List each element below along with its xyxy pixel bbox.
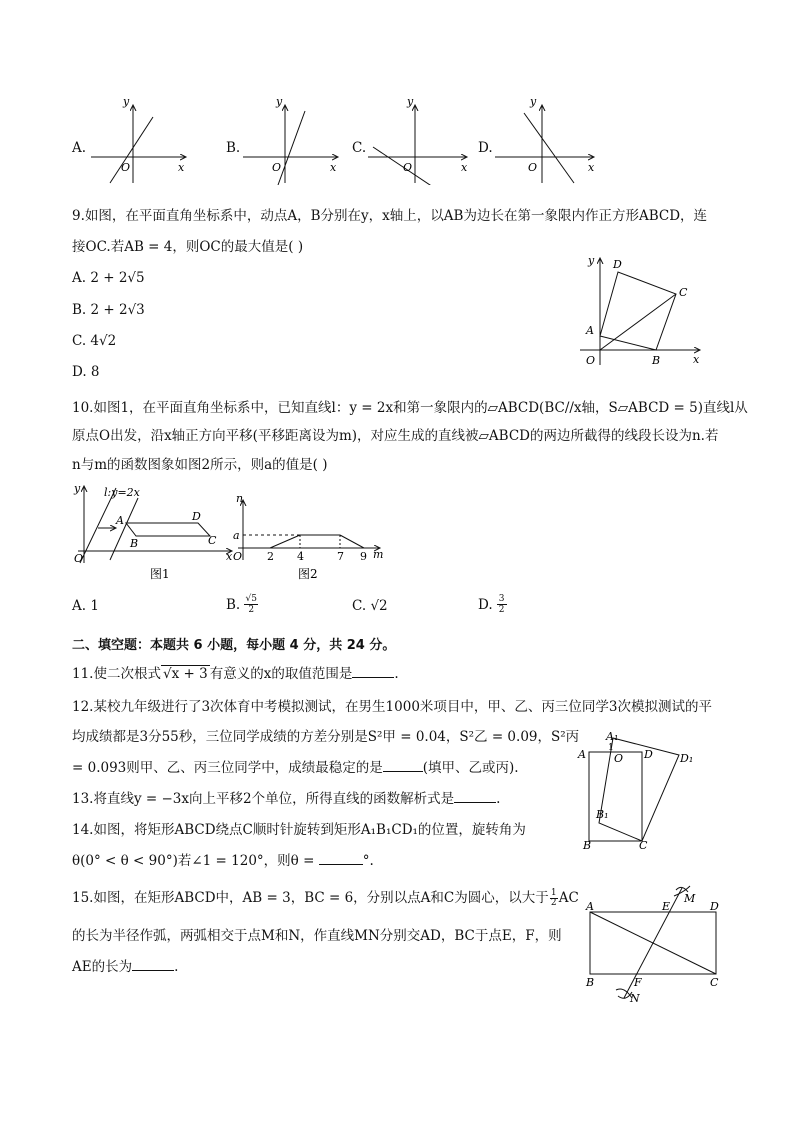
q10-option-b: B. √5 2 — [226, 594, 257, 615]
q10-line3: n与m的函数图象如图2所示，则a的值是( ) — [72, 457, 328, 473]
svg-text:7: 7 — [337, 550, 344, 563]
q9-figure — [568, 250, 708, 370]
svg-text:M: M — [684, 892, 696, 905]
q10-fig1-caption: 图1 — [150, 567, 170, 581]
q9-option-a: A. 2 + 2√5 — [72, 270, 145, 286]
q15-figure — [582, 880, 727, 1005]
svg-text:x: x — [330, 161, 337, 174]
q10-option-d: D. 3 2 — [478, 594, 507, 615]
svg-text:A: A — [578, 748, 586, 761]
q15-line3: AE的长为 . — [72, 959, 179, 975]
q12-q14-figure — [576, 730, 726, 850]
svg-text:x: x — [588, 161, 595, 174]
svg-text:D: D — [192, 510, 201, 523]
q9-line2: 接OC.若AB = 4，则OC的最大值是( ) — [72, 239, 304, 255]
q10-line2: 原点O出发，沿x轴正方向平移(平移距离设为m)，对应生成的直线被▱ABCD的两边所截得的线段长设为n.若 — [72, 428, 719, 444]
q14-line1: 14.如图，将矩形ABCD绕点C顺时针旋转到矩形A₁B₁CD₁的位置，旋转角为 — [72, 822, 526, 838]
svg-text:x: x — [693, 353, 700, 366]
q10-line1: 10.如图1，在平面直角坐标系中，已知直线l：y = 2x和第一象限内的▱ABCD(BC//x轴，S▱ABCD = 5)直线l从 — [72, 400, 748, 416]
svg-text:O: O — [74, 552, 84, 565]
q8-a-x: x — [178, 161, 185, 174]
q8-a-o: O — [121, 161, 131, 174]
q12-blank[interactable] — [383, 771, 423, 772]
q8-option-c-graph — [365, 95, 475, 185]
svg-text:A₁: A₁ — [606, 730, 619, 743]
section-2-heading: 二、填空题：本题共 6 小题，每小题 4 分，共 24 分。 — [72, 638, 396, 653]
svg-text:9: 9 — [360, 550, 367, 563]
q9-option-c: C. 4√2 — [72, 333, 117, 349]
q15-line1: 15.如图，在矩形ABCD中，AB = 3，BC = 6，分别以点A和C为圆心，以大于 1 2 AC — [72, 887, 579, 908]
svg-text:O: O — [272, 161, 282, 174]
svg-text:B: B — [586, 976, 595, 989]
svg-text:O: O — [403, 161, 413, 174]
svg-text:2: 2 — [267, 550, 274, 563]
q15-line2: 的长为半径作弧，两弧相交于点M和N，作直线MN分别交AD，BC于点E，F，则 — [72, 928, 562, 944]
q12-line1: 12.某校九年级进行了3次体育中考模拟测试，在男生1000米项目中，甲、乙、丙三位同学3次模拟测试的平 — [72, 699, 713, 715]
svg-text:B: B — [130, 537, 139, 550]
svg-text:C: C — [639, 839, 648, 850]
q10-option-c: C. √2 — [352, 598, 388, 614]
q9-option-b: B. 2 + 2√3 — [72, 302, 145, 318]
svg-text:m: m — [373, 548, 384, 561]
svg-text:F: F — [634, 976, 642, 989]
svg-text:4: 4 — [297, 550, 304, 563]
svg-text:n: n — [236, 492, 244, 505]
q14-blank[interactable] — [319, 864, 363, 865]
q8-option-d-graph — [492, 95, 602, 185]
svg-text:x: x — [226, 550, 233, 563]
q8-options — [0, 95, 794, 185]
q10-figure2 — [230, 490, 390, 582]
svg-text:y: y — [407, 95, 414, 108]
svg-text:y: y — [74, 482, 81, 495]
q10-figure1 — [70, 478, 243, 583]
q8-a-y: y — [123, 95, 130, 108]
svg-text:a: a — [233, 529, 240, 542]
svg-text:l:y=2x: l:y=2x — [104, 486, 140, 499]
svg-text:O: O — [528, 161, 538, 174]
q8-option-d-label: D. — [478, 140, 493, 156]
q10-fig2-caption: 图2 — [298, 567, 318, 581]
q12-line2: 均成绩都是3分55秒，三位同学成绩的方差分别是S²甲 = 0.04，S²乙 = 0.09，S²丙 — [72, 729, 580, 745]
svg-text:C: C — [710, 976, 719, 989]
q8-option-a-label: A. — [72, 140, 87, 156]
svg-text:O: O — [614, 752, 624, 765]
q15-blank[interactable] — [132, 970, 174, 971]
svg-text:N: N — [630, 992, 640, 1005]
q8-option-a-graph — [88, 95, 193, 185]
svg-text:x: x — [461, 161, 468, 174]
svg-text:D₁: D₁ — [680, 752, 694, 765]
q11-blank[interactable] — [352, 677, 394, 678]
svg-text:B: B — [583, 839, 592, 850]
svg-text:E: E — [662, 900, 671, 913]
svg-text:y: y — [276, 95, 283, 108]
svg-text:1: 1 — [608, 743, 614, 753]
svg-text:B₁: B₁ — [596, 808, 609, 821]
svg-text:D: D — [613, 258, 622, 271]
svg-text:D: D — [710, 900, 719, 913]
svg-text:A: A — [586, 324, 594, 337]
svg-text:y: y — [588, 254, 595, 267]
q8-option-b-graph — [240, 95, 345, 185]
svg-text:O: O — [586, 354, 596, 367]
q14-line2: θ(0° < θ < 90°)若∠1 = 120°，则θ = °. — [72, 853, 374, 869]
q11: 11.使二次根式 √x + 3 有意义的x的取值范围是 . — [72, 666, 399, 682]
svg-text:D: D — [644, 748, 653, 761]
q10-option-a: A. 1 — [72, 598, 99, 614]
svg-text:y: y — [530, 95, 537, 108]
svg-text:O: O — [233, 550, 243, 563]
svg-text:A: A — [586, 900, 594, 913]
q13: 13.将直线y = −3x向上平移2个单位，所得直线的函数解析式是 . — [72, 791, 501, 807]
q8-option-c-label: C. — [352, 140, 367, 156]
svg-text:C: C — [679, 286, 688, 299]
q12-line3: = 0.093则甲、乙、丙三位同学中，成绩最稳定的是 (填甲、乙或丙). — [72, 760, 519, 776]
svg-text:C: C — [208, 534, 217, 547]
q13-blank[interactable] — [454, 802, 496, 803]
q9-line1: 9.如图，在平面直角坐标系中，动点A，B分别在y，x轴上，以AB为边长在第一象限内作正方形ABCD，连 — [72, 208, 708, 224]
q8-option-b-label: B. — [226, 140, 241, 156]
svg-text:A: A — [116, 514, 124, 527]
q9-option-d: D. 8 — [72, 364, 100, 380]
svg-text:B: B — [652, 354, 661, 367]
